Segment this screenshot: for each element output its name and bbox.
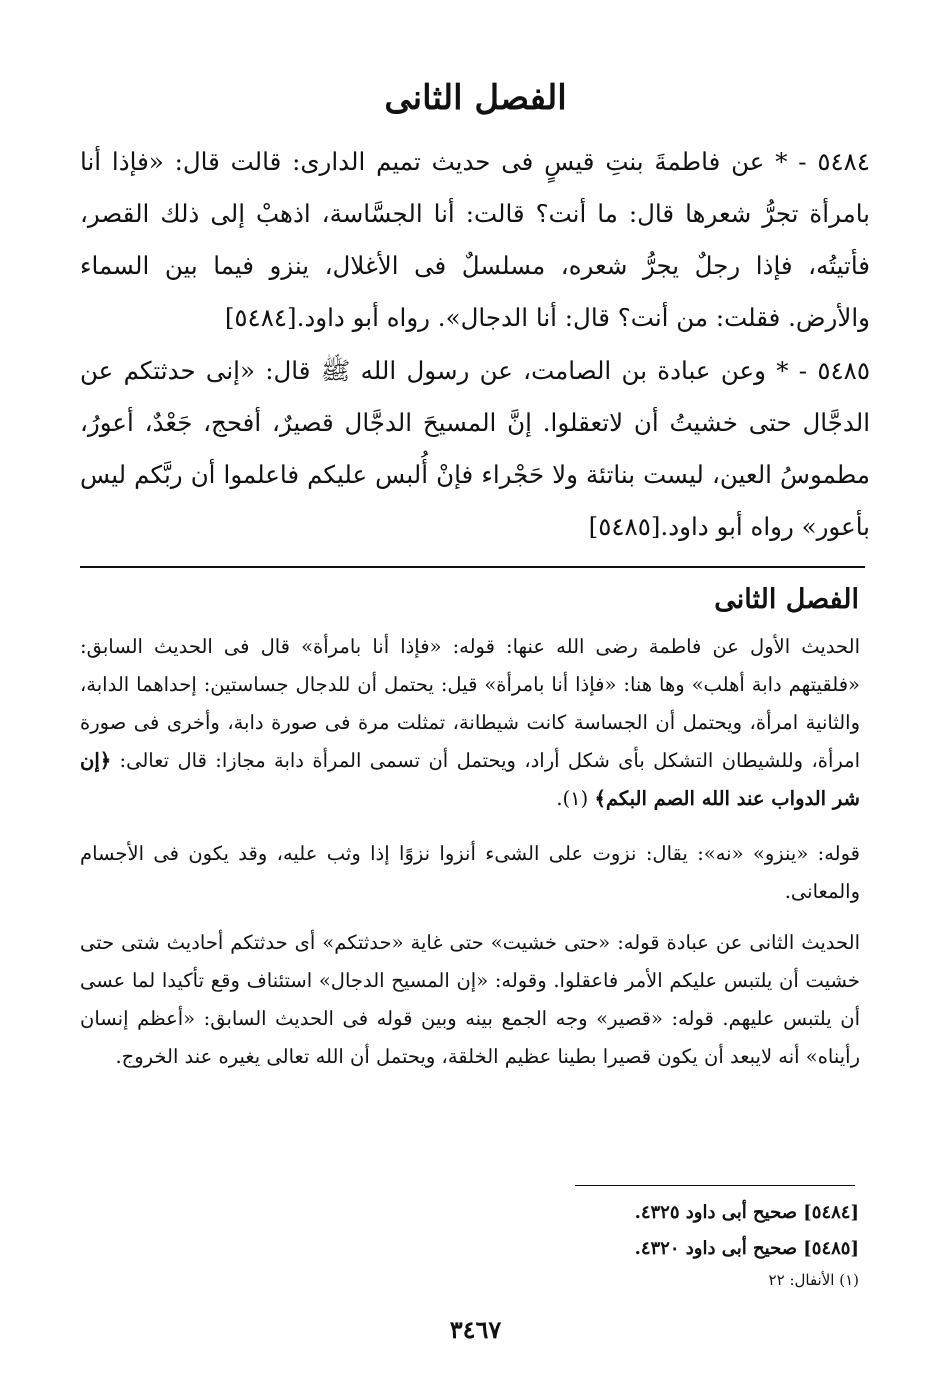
section-divider	[80, 566, 865, 568]
quran-quote: ﴿إن شر الدواب عند الله الصم البكم﴾	[80, 749, 860, 810]
hadith-5485: ٥٤٨٥ - * وعن عبادة بن الصامت، عن رسول الله ﷺ قال: «إنى حدثتكم عن الدجَّال حتى خشيتُ أن لاتعقلوا. إنَّ المسيحَ الدجَّال قصيرٌ، أفحج، جَعْدٌ، أعورُ، مطموسُ العين، ليست بناتئة ولا حَجْراء فإنْ أُلبس عليكم فاعلموا أن ربَّكم ليس بأعور» رواه أبو داود.[٥٤٨٥]	[80, 356, 870, 541]
footnote-1: [٥٤٨٤] صحيح أبى داود ٤٣٢٥.	[634, 1202, 859, 1223]
page-number: ٣٤٦٧	[449, 1315, 502, 1344]
hadith-5484: ٥٤٨٤ - * عن فاطمةَ بنتِ قيسٍ فى حديث تميم الدارى: قالت قال: «فإذا أنا بامرأة تجرُّ شعرها قال: ما أنت؟ قالت: أنا الجسَّاسة، اذهبْ إلى ذلك القصر، فأتيتُه، فإذا رجلٌ يجرُّ شعره، مسلسلٌ فى الأغلال، ينزو فيما بين السماء والأرض. فقلت: من أنت؟ قال: أنا الدجال». رواه أبو داود.[٥٤٨٤]	[80, 147, 870, 332]
footnote-2: [٥٤٨٥] صحيح أبى داود ٤٣٢٠.	[634, 1238, 859, 1259]
footnote-reference: (١).	[556, 787, 589, 810]
section-title: الفصل الثانى	[384, 78, 567, 118]
footnote-divider	[575, 1185, 855, 1186]
commentary-paragraph-1	[80, 628, 860, 818]
commentary-paragraph-1-text: الحديث الأول عن فاطمة رضى الله عنها: قوله: «فإذا أنا بامرأة» قال فى الحديث السابق: «فلقيتهم دابة أهلب» وها هنا: «فإذا أنا بامرأة» قيل: يحتمل أن للدجال جساستين: إحداهما الدابة، والثانية امرأة، ويحتمل أن الجساسة كانت شيطانة، تمثلت مرة فى صورة دابة، وأخرى فى صورة امرأة، وللشيطان التشكل بأى شكل أراد، ويحتمل أن تسمى المرأة دابة مجازا: قال تعالى:	[80, 635, 860, 772]
commentary-paragraph-2: قوله: «ينزو» «نه»: يقال: نزوت على الشىء أنزوا نزوًا إذا وثب عليه، وقد يكون فى الأجسام والمعانى.	[80, 842, 860, 903]
commentary-title: الفصل الثانى	[714, 584, 859, 615]
commentary-paragraph-3: الحديث الثانى عن عبادة قوله: «حتى خشيت» حتى غاية «حدثتكم» أى حدثتكم أحاديث شتى حتى خشيت أن يلتبس عليكم الأمر فاعقلوا. وقوله: «إن المسيح الدجال» استئناف وقع تأكيدا لما عسى أن يلتبس عليهم. قوله: «قصير» وجه الجمع بينه وبين قوله فى الحديث السابق: «أعظم إنسان رأيناه» أنه لايبعد أن يكون قصيرا بطينا عظيم الخلقة، ويحتمل أن الله تعالى يغيره عند الخروج.	[80, 931, 860, 1068]
footnote-3: (١) الأنفال: ٢٢	[768, 1271, 859, 1289]
